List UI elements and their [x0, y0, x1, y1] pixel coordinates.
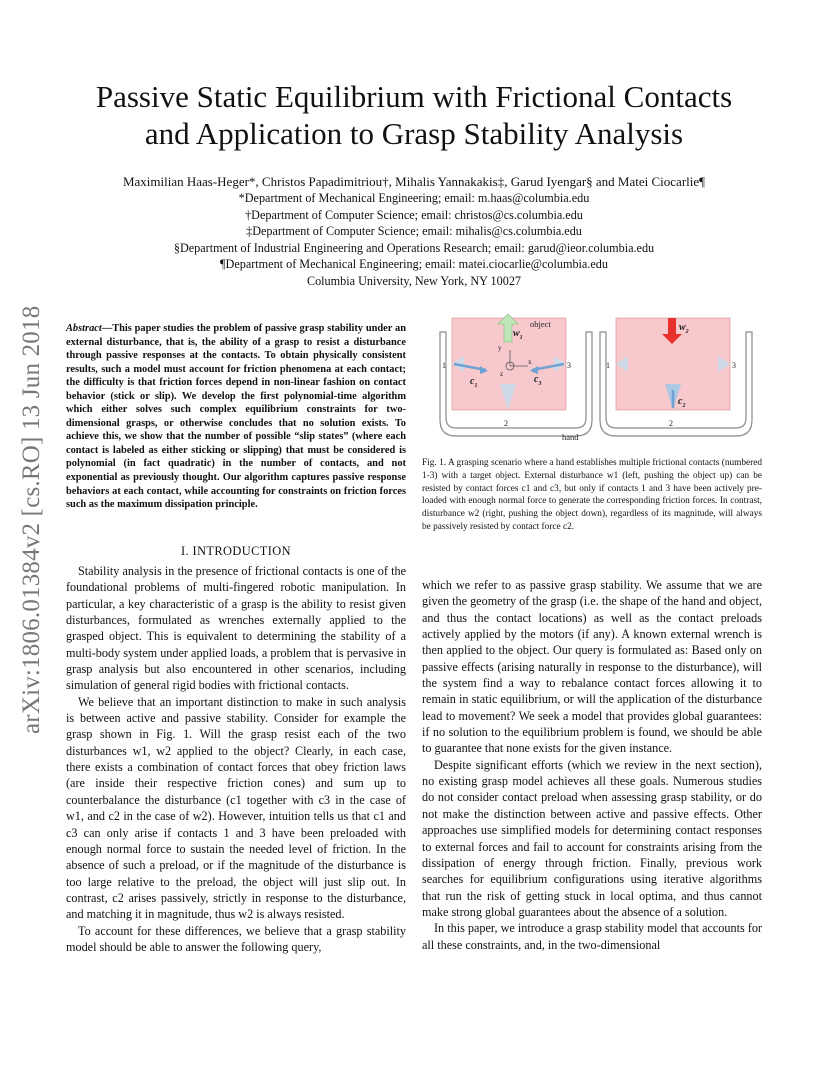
contact-number-1-right: 1 [606, 361, 610, 370]
w1-symbol: w [513, 328, 520, 339]
contact-number-3-right: 3 [732, 361, 736, 370]
contact-number-2-right: 2 [669, 419, 673, 428]
contact-number-1-left: 1 [442, 361, 446, 370]
c2-symbol: c [678, 396, 683, 407]
paragraph-intro-3: To account for these differences, we believe that a grasp stability model should be able to answer the following query, [66, 923, 406, 954]
contact-number-3-left: 3 [567, 361, 571, 370]
paper-title [40, 78, 788, 152]
affiliation-1: *Department of Mechanical Engineering; email: m.haas@columbia.edu [238, 191, 590, 205]
w2-subscript: 2 [685, 329, 689, 335]
affiliation-2: †Department of Computer Science; email: christos@cs.columbia.edu [245, 207, 583, 222]
title-line-1: Passive Static Equilibrium with Frictional Contacts [95, 79, 733, 114]
abstract-body: —This paper studies the problem of passive grasp stability under an external disturbance, that is, the ability of a grasp to resist a disturbance through passive responses at the contacts. To obtain physically consistent results, such a model must account for friction phenomena at each contact; the difficulty is that friction forces depend in non-linear fashion on contact behavior (stick or slip). We develop the first polynomial-time algorithm which either solves such complex equilibrium constraints for two-dimensional grasps, or otherwise concludes that no solution exists. To achieve this, we show that the number of possible “slip states” (where each contact is labeled as either sticking or slipping) that must be considered is polynomial (in fact quadratic) in the number of contacts, and not exponential as previously thought. Our algorithm captures passive response behaviors at each contact, while accounting for constraints on friction forces such as the maximum dissipation principle. [66, 323, 406, 511]
left-column-body [66, 563, 406, 955]
c3-subscript: 3 [538, 381, 542, 387]
w1-subscript: 1 [519, 335, 523, 341]
arxiv-stamp: arXiv:1806.01384v2 [cs.RO] 13 Jun 2018 [18, 305, 45, 734]
section-heading-introduction: I. INTRODUCTION [181, 544, 291, 558]
title-line-2: and Application to Grasp Stability Analysis [144, 116, 684, 151]
figure-1-caption: Fig. 1. A grasping scenario where a hand establishes multiple frictional contacts (numbered 1-3) with a target object. External disturbance w1 (left, pushing the object up) can be resisted by contact forces c1 and c3, but only if contacts 1 and 3 have been actively pre-loaded with enough normal force to generate the corresponding friction forces. In contrast, disturbance w2 (right, pushing the object down), regardless of its magnitude, will always be passively resisted by contact force c2. [422, 458, 762, 532]
figure-panel-right [600, 318, 752, 436]
abstract [66, 322, 406, 512]
affiliation-3: ‡Department of Computer Science; email: mihalis@cs.columbia.edu [246, 224, 582, 239]
affiliation-university: Columbia University, New York, NY 10027 [306, 273, 522, 288]
label-hand: hand [562, 432, 579, 442]
w2-symbol: w [679, 322, 686, 333]
c2-subscript: 2 [682, 403, 686, 409]
affiliation-4: §Department of Industrial Engineering and Operations Research; email: garud@ieor.columbia.edu [173, 240, 655, 255]
c1-subscript: 1 [474, 383, 478, 389]
paragraph-intro-4: which we refer to as passive grasp stability. We assume that we are given the geometry of the grasp (i.e. the shape of the hand and object, and thus the contact locations) as well as the contact preloads actively applied by the motors (if any). A known external wrench is then applied to the object. Our query is formulated as: Based only on passive effects (arising naturally in response to the disturbance), will the system find a way to rebalance contact forces allowing it to remain in static equilibrium, or will the application of the disturbance lead to movement? We seek a model that provides global guarantees: if no solution to the equilibrium problem is found, we should be able to guarantee that none exists for the given instance. [422, 578, 762, 756]
contact-number-2-left: 2 [504, 419, 508, 428]
axis-y-label: y [498, 344, 502, 352]
c3-symbol: c [534, 374, 539, 385]
paragraph-intro-2: We believe that an important distinction to make in such analysis is between active and passive stability. Consider for example the grasp shown in Fig. 1. Will the grasp resist each of the two disturbances w1, w2 applied to the object? Clearly, in each case, there exists a combination of contact forces that obey friction laws (are inside their respective friction cones) and sum up to counterbalance the disturbance (c1 together with c3 in the case of w1, and c2 in the case of w2). However, intuition tells us that c1 and c3 can only arise if contacts 1 and 3 have been preloaded with enough normal force to sustain the needed level of friction. In the absence of such a preload, or if the magnitude of the disturbance is too large relative to the preload, the object will just slip out. In contrast, c2 arises passively, strictly in response to the disturbance, and matching it in magnitude, thus w2 is always resisted. [66, 694, 406, 922]
figure-panel-left [440, 314, 592, 442]
paragraph-intro-6: In this paper, we introduce a grasp stability model that accounts for all these constraints, and, in the two-dimensional [422, 921, 762, 952]
c1-symbol: c [470, 376, 475, 387]
paragraph-intro-1: Stability analysis in the presence of frictional contacts is one of the foundational problems of multi-fingered robotic manipulation. In particular, a key characteristic of a grasp is the ability to resist given disturbances, formulated as wrenches externally applied to the grasped object. This is equivalent to determining the stability of a multi-body system under applied loads, a problem that is pervasive in grasp analysis but also encountered in other scenarios, including simulation of general rigid bodies with frictional contacts. [66, 564, 406, 693]
figure-1-grasp-diagram [424, 314, 764, 444]
axis-x-label: x [528, 358, 532, 366]
affiliation-5: ¶Department of Mechanical Engineering; email: matei.ciocarlie@columbia.edu [220, 257, 608, 272]
paragraph-intro-5: Despite significant efforts (which we review in the next section), no existing grasp model achieves all these goals. Numerous studies do not consider contact preload when assessing grasp stability, or do not make the distinction between active and passive effects. Other approaches use simplified models for determining contact responses to external forces and fail to account for constraints arising from the dissipation of energy through friction. Finally, previous work searches for equilibrium configurations using iterative algorithms that run the risk of getting stuck in local optima, and thus cannot make strong global guarantees about the absence of a solution. [422, 757, 762, 919]
label-object: object [530, 319, 551, 329]
right-column-body [422, 577, 762, 953]
author-list: Maximilian Haas-Heger*, Christos Papadimitriou†, Mihalis Yannakakis‡, Garud Iyengar§ and Matei Ciocarlie¶ [122, 174, 706, 189]
abstract-heading: Abstract [66, 323, 102, 334]
affiliations [40, 190, 788, 290]
axis-z-label: z [500, 370, 504, 378]
